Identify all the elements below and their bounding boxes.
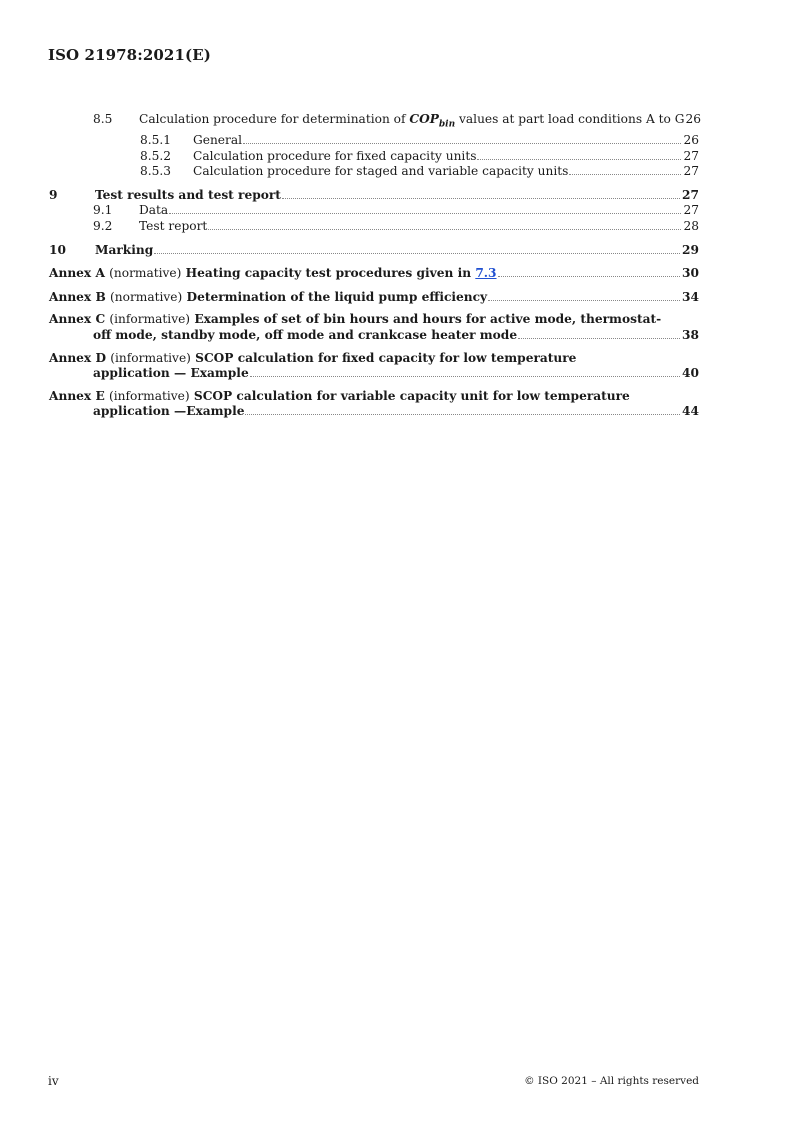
toc-page-number: 27 xyxy=(683,148,699,163)
toc-entry-annex-e[interactable] xyxy=(49,389,699,420)
toc-number: 8.5.1 xyxy=(140,133,172,148)
toc-page-number: 28 xyxy=(683,219,699,233)
toc-number: 8.5.2 xyxy=(140,148,172,163)
annex-title-rest: application — Example xyxy=(93,366,249,381)
annex-kind: (normative) xyxy=(110,289,183,304)
toc-number: 8.5 xyxy=(93,112,113,126)
dot-leader xyxy=(245,414,680,415)
dot-leader xyxy=(282,198,680,199)
dot-leader xyxy=(250,376,680,377)
toc-entry-8-5-1[interactable] xyxy=(49,133,699,149)
toc-page-number: 27 xyxy=(683,164,699,179)
toc-title: Data xyxy=(139,203,169,218)
toc-title: Test results and test report xyxy=(95,187,281,202)
toc-title-suffix: values at part load conditions A to G xyxy=(455,112,685,126)
clause-link-7-3[interactable]: 7.3 xyxy=(475,266,497,281)
page-number-roman: iv xyxy=(48,1074,59,1088)
annex-label: Annex A xyxy=(49,266,105,281)
toc-entry-10[interactable] xyxy=(49,243,699,259)
annex-title-first: Examples of set of bin hours and hours for active mode, thermostat- xyxy=(194,312,662,327)
toc-page-number: 27 xyxy=(683,203,699,218)
toc-entry-annex-b[interactable] xyxy=(49,290,699,306)
annex-title-line-1 xyxy=(49,351,699,367)
annex-kind: (informative) xyxy=(108,388,190,403)
dot-leader xyxy=(243,143,681,144)
annex-title-line-1 xyxy=(49,389,699,405)
toc-entry-annex-c[interactable] xyxy=(49,312,699,343)
toc-page-number: 38 xyxy=(682,327,699,342)
cop-symbol: COP xyxy=(409,112,439,126)
toc-page-number: 40 xyxy=(682,366,699,381)
annex-label: Annex D xyxy=(49,350,107,365)
dot-leader xyxy=(477,159,681,160)
toc-title xyxy=(139,112,685,133)
toc-page-number: 27 xyxy=(682,187,699,202)
dot-leader xyxy=(498,276,681,277)
annex-title-rest: off mode, standby mode, off mode and crankcase heater mode xyxy=(93,327,518,342)
annex-kind: (normative) xyxy=(109,266,182,281)
table-of-contents xyxy=(49,112,702,420)
dot-leader xyxy=(569,174,681,175)
annex-label: Annex B xyxy=(49,289,106,304)
toc-page-number: 29 xyxy=(682,242,699,257)
toc-title: Marking xyxy=(95,242,154,257)
toc-entry-9-1[interactable] xyxy=(49,203,699,219)
copyright-notice: © ISO 2021 – All rights reserved xyxy=(524,1075,699,1087)
toc-entry-8-5-2[interactable] xyxy=(49,149,699,165)
toc-title: General xyxy=(193,133,242,148)
annex-title-line-1 xyxy=(49,312,699,328)
toc-entry-8-5-3[interactable] xyxy=(49,164,699,180)
annex-label: Annex C xyxy=(49,312,106,327)
dot-leader xyxy=(488,300,680,301)
dot-leader xyxy=(169,213,681,214)
toc-title: Calculation procedure for fixed capacity units xyxy=(193,148,477,163)
toc-page-number: 44 xyxy=(682,404,699,419)
toc-entry-9[interactable] xyxy=(49,188,699,204)
annex-kind: (informative) xyxy=(109,312,191,327)
toc-number: 9.2 xyxy=(93,219,113,233)
annex-title-first: SCOP calculation for fixed capacity for low temperature xyxy=(195,350,577,365)
annex-title-line-2 xyxy=(49,366,699,382)
toc-entry-8-5[interactable] xyxy=(49,112,702,133)
toc-title xyxy=(49,266,497,282)
toc-number: 10 xyxy=(49,242,66,257)
document-id-header: ISO 21978:2021(E) xyxy=(48,46,211,64)
toc-title xyxy=(49,290,487,306)
toc-number: 9.1 xyxy=(93,203,113,218)
toc-page-number: 26 xyxy=(685,112,702,126)
toc-title: Test report xyxy=(139,219,208,233)
toc-page-number: 30 xyxy=(682,266,699,281)
toc-number: 8.5.3 xyxy=(140,164,172,179)
dot-leader xyxy=(208,229,681,230)
toc-entry-annex-a[interactable] xyxy=(49,266,699,282)
annex-title: Determination of the liquid pump efficiency xyxy=(186,289,488,304)
toc-page-number: 26 xyxy=(683,133,699,148)
annex-kind: (informative) xyxy=(110,350,191,365)
dot-leader xyxy=(518,338,680,339)
annex-label: Annex E xyxy=(49,388,105,403)
dot-leader xyxy=(154,253,680,254)
toc-title: Calculation procedure for staged and variable capacity units xyxy=(193,164,569,179)
toc-entry-9-2[interactable] xyxy=(49,219,699,235)
annex-title-line-2 xyxy=(49,404,699,420)
annex-title: Heating capacity test procedures given in xyxy=(185,266,476,281)
toc-page-number: 34 xyxy=(682,289,699,304)
toc-title-prefix: Calculation procedure for determination of xyxy=(139,112,410,126)
annex-title-rest: application —Example xyxy=(93,404,245,419)
toc-entry-annex-d[interactable] xyxy=(49,351,699,382)
toc-number: 9 xyxy=(49,187,58,202)
cop-subscript: bin xyxy=(438,119,456,130)
annex-title-line-2 xyxy=(49,328,699,344)
annex-title-first: SCOP calculation for variable capacity unit for low temperature xyxy=(193,388,630,403)
